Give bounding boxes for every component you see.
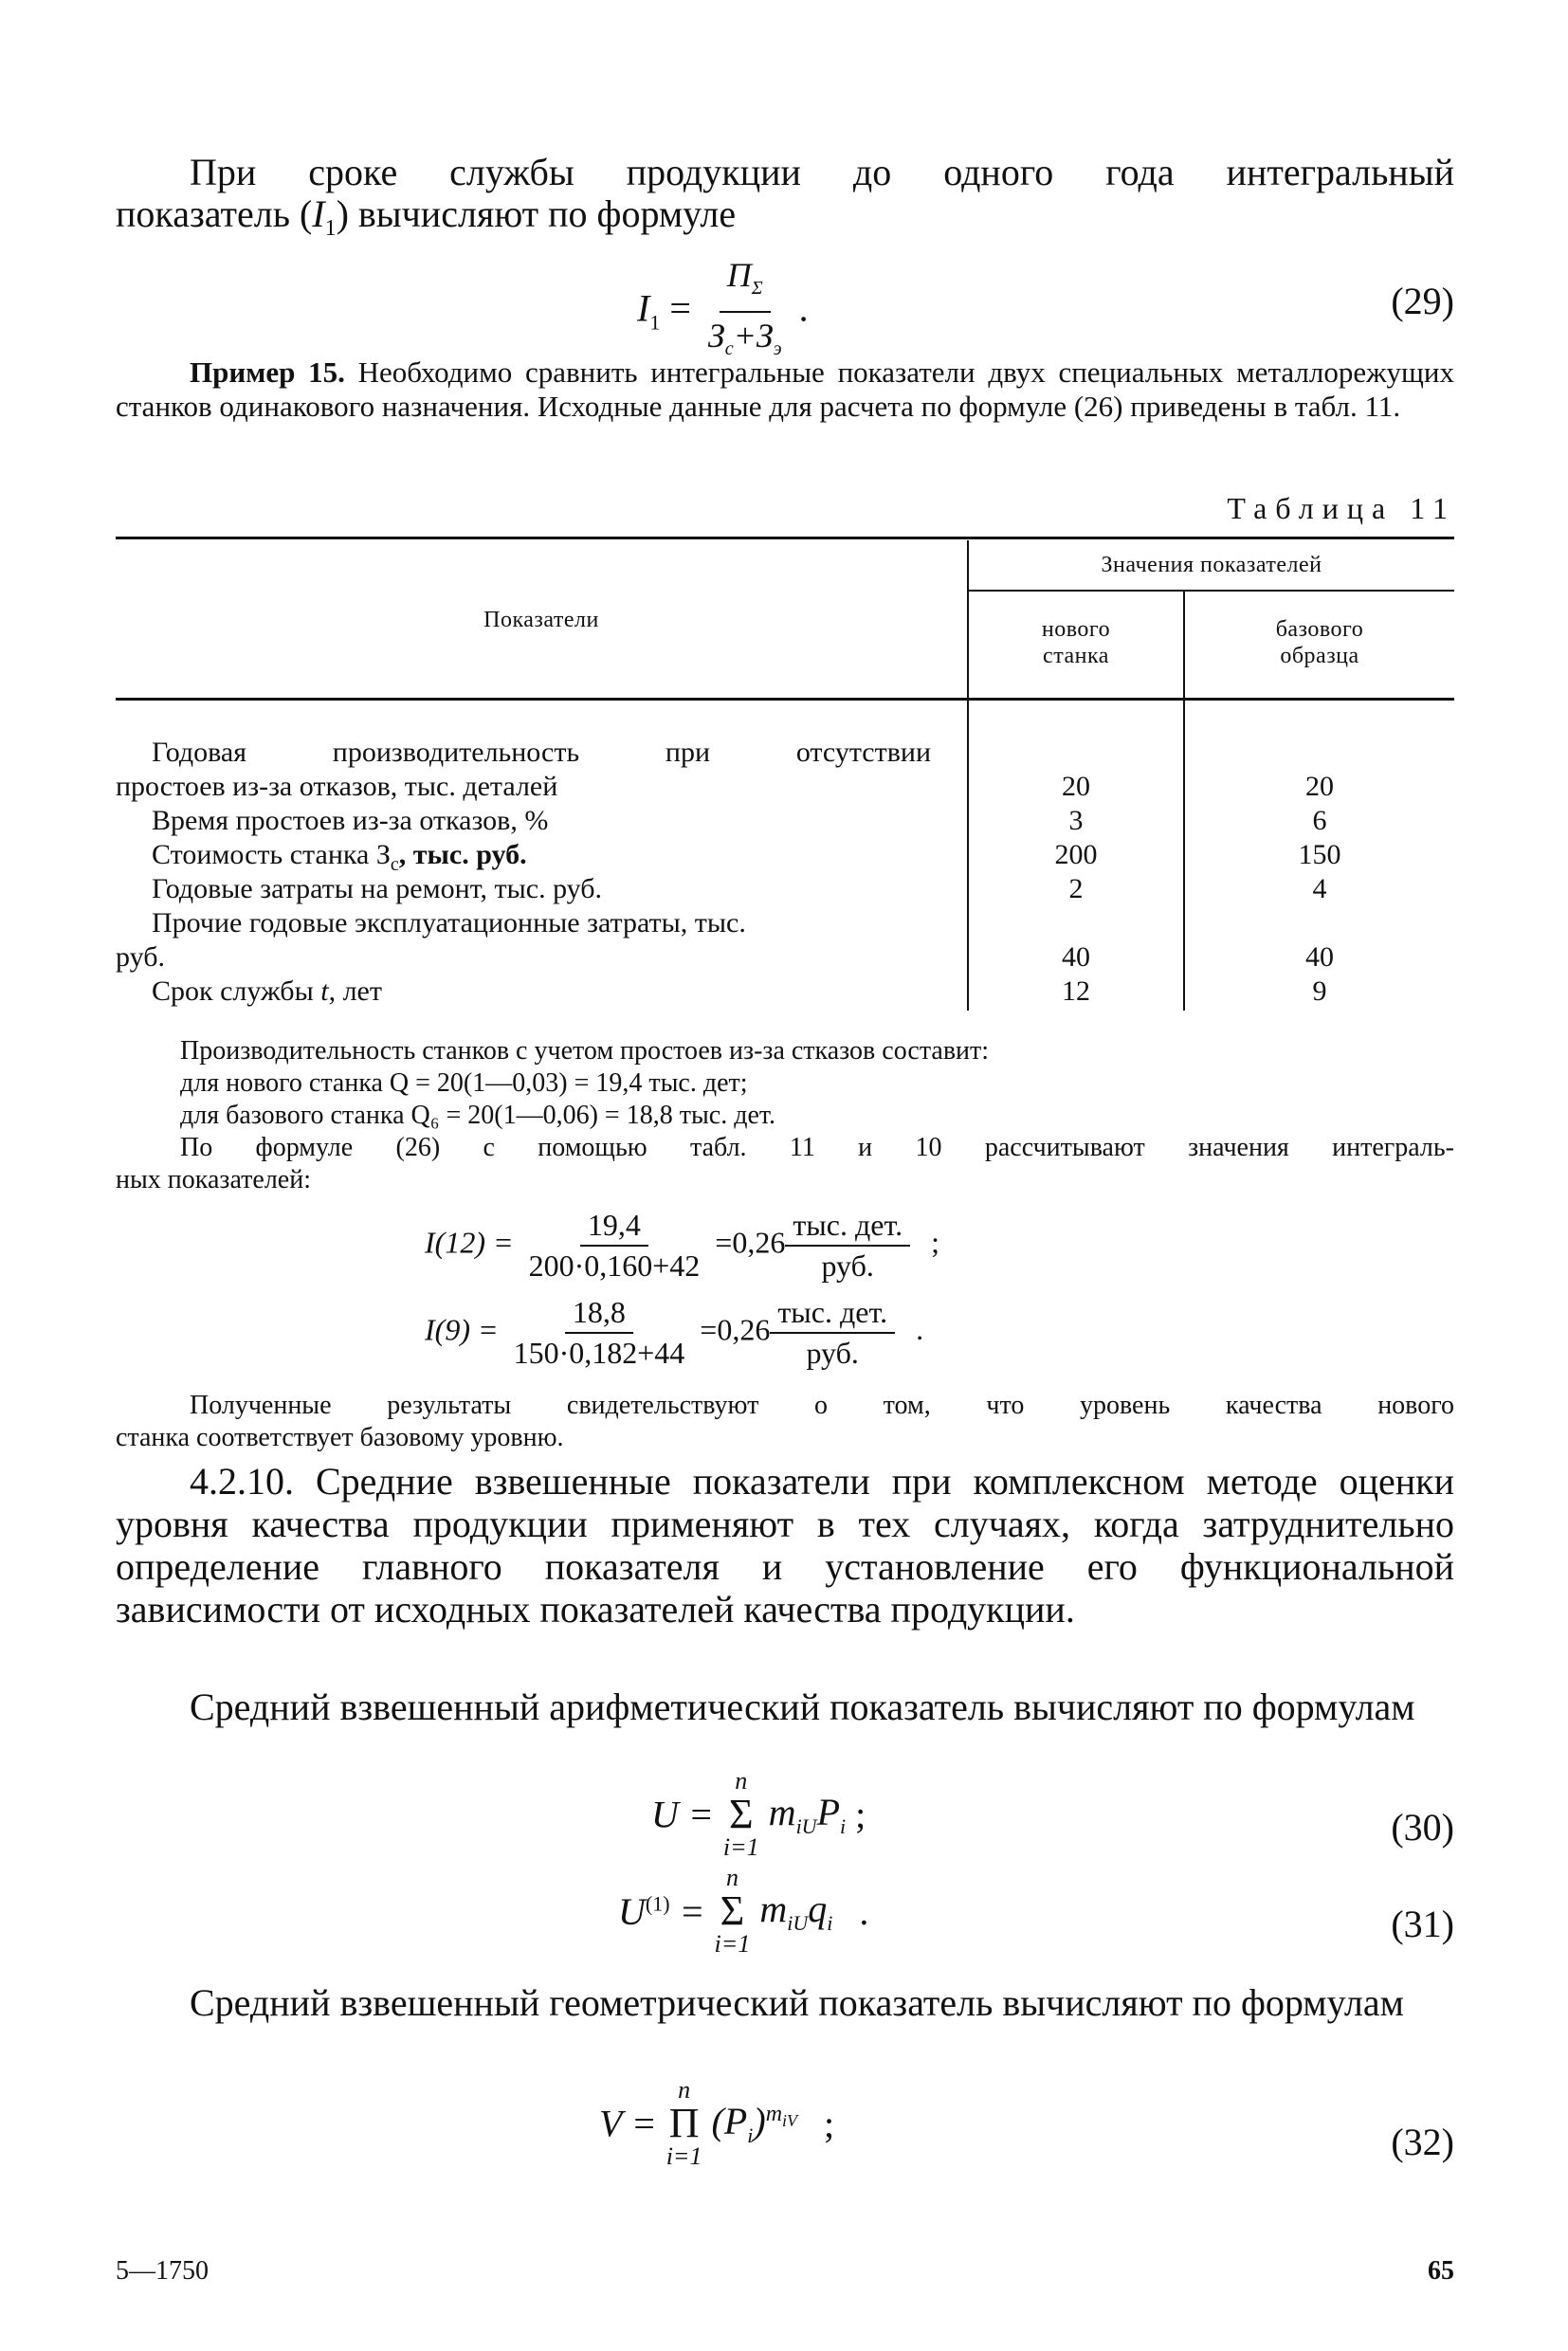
equation-number-32: (32) [1391, 2121, 1454, 2163]
formula-30: U = n Σ i=1 $m_{iU}P_i$ ; (30) [651, 1767, 1454, 1861]
group-header-rule [967, 590, 1454, 592]
footer-signature: 5—1750 [116, 2256, 209, 2286]
table-cell-new: 12 [1062, 975, 1090, 1007]
section-4-2-10: 4.2.10. Средние взвешенные показатели при комплексном методе оценки уровня качества продукции применяют в тех случаях, когда затруднительно определение главного показателя и установление его функциональной зависимости от исходных показателей качества продукции. [116, 1460, 1454, 1631]
table-row-label: Годовые затраты на ремонт, тыс. руб. [152, 873, 603, 904]
example-15-paragraph [116, 355, 1454, 424]
table-cell-base: 4 [1312, 873, 1327, 904]
table-cell-new: 20 [1062, 771, 1090, 802]
intro-line-1: При сроке службы продукции до одного года интегральный [190, 151, 1454, 193]
equation-number-31: (31) [1391, 1903, 1454, 1945]
table-row-label: Прочие годовые эксплуатационные затраты, тыс. руб. [116, 907, 746, 973]
intro-paragraph [116, 152, 1454, 249]
table-cell-base: 150 [1298, 839, 1341, 870]
table-row-label: Время простоев из-за отказов, % [152, 805, 549, 836]
arithmetic-intro: Средний взвешенный арифметический показатель вычисляют по формулам [190, 1686, 1415, 1728]
page-number: 65 [1428, 2256, 1454, 2286]
intro-line-2: показатель $(I_1)$ вычисляют по формуле [116, 192, 737, 241]
table-cell-base: 6 [1312, 805, 1327, 836]
formula-31: $U^{(1)}$ = n Σ i=1 $m_{iU}q_i$ . (31) [618, 1864, 1454, 1958]
table-cell-base: 40 [1305, 941, 1334, 973]
header-base-sample: базового образца [1275, 617, 1364, 668]
table-header-rule [116, 698, 1454, 701]
header-values-group: Значения показателей [1101, 553, 1322, 577]
calc-i12: I(12) = $\frac{19,4}{200\cdot 0,160+42}$ =0,26 $\frac{\text{тыс. дет.}}{\text{руб.}}$ ; [425, 1208, 939, 1283]
table-row-label: Стоимость станка $З_с$, тыс. руб. [152, 839, 527, 875]
table-cell-new: 200 [1054, 839, 1098, 870]
table-cell-new: 40 [1062, 941, 1090, 973]
table-cell-new: 2 [1068, 873, 1084, 904]
after-table-text: Производительность станков с учетом простоев из-за стказов составит: для нового станка Q = 20(1—0,03) = 19,4 тыс. дет; для базового станка Q₆ = 20(1—0,06) = 18,8 тыс. дет. По формуле (26) с помощью табл. 11 и 10 рассчитывают значения интеграль- ных показателей: [116, 1036, 1454, 1194]
table-cell-base: 20 [1305, 771, 1334, 802]
formula-29: $I_1$ = $\frac{П_\Sigma}{З_с+З_э}$ . (29) [637, 256, 1454, 360]
conclusion-text: Полученные результаты свидетельствуют о том, что уровень качества нового станка соответствует базовому уровню. [116, 1391, 1454, 1452]
table-row-label: Годовая производительность при отсутствии простоев из-за отказов, тыс. деталей [116, 737, 931, 802]
calc-i9: I(9) = $\frac{18,8}{150\cdot 0,182+44}$ =0,26 $\frac{\text{тыс. дет.}}{\text{руб.}}$ . [425, 1295, 924, 1370]
example-text: Необходимо сравнить интегральные показатели двух специальных металлорежущих станков одинакового назначения. Исходные данные для расчета по формуле (26) приведены в табл. 11. [116, 355, 1454, 423]
formula-32: V = n Π i=1 $(P_i)^{m_{iV}}$ ; (32) [599, 2076, 1454, 2170]
geometric-intro: Средний взвешенный геометрический показатель вычисляют по формулам [190, 1981, 1404, 2024]
table-cell-new: 3 [1068, 805, 1084, 836]
example-label: Пример 15. [190, 355, 345, 389]
table-caption: Таблица 11 [1227, 491, 1456, 525]
equation-number-29: (29) [1391, 280, 1454, 322]
table-row-label: Срок службы t, лет [152, 975, 382, 1007]
table-cell-base: 9 [1312, 975, 1327, 1007]
header-new-machine: нового станка [1041, 617, 1111, 668]
header-indicators: Показатели [483, 608, 599, 632]
equation-number-30: (30) [1391, 1806, 1454, 1849]
table-top-rule [116, 537, 1454, 539]
